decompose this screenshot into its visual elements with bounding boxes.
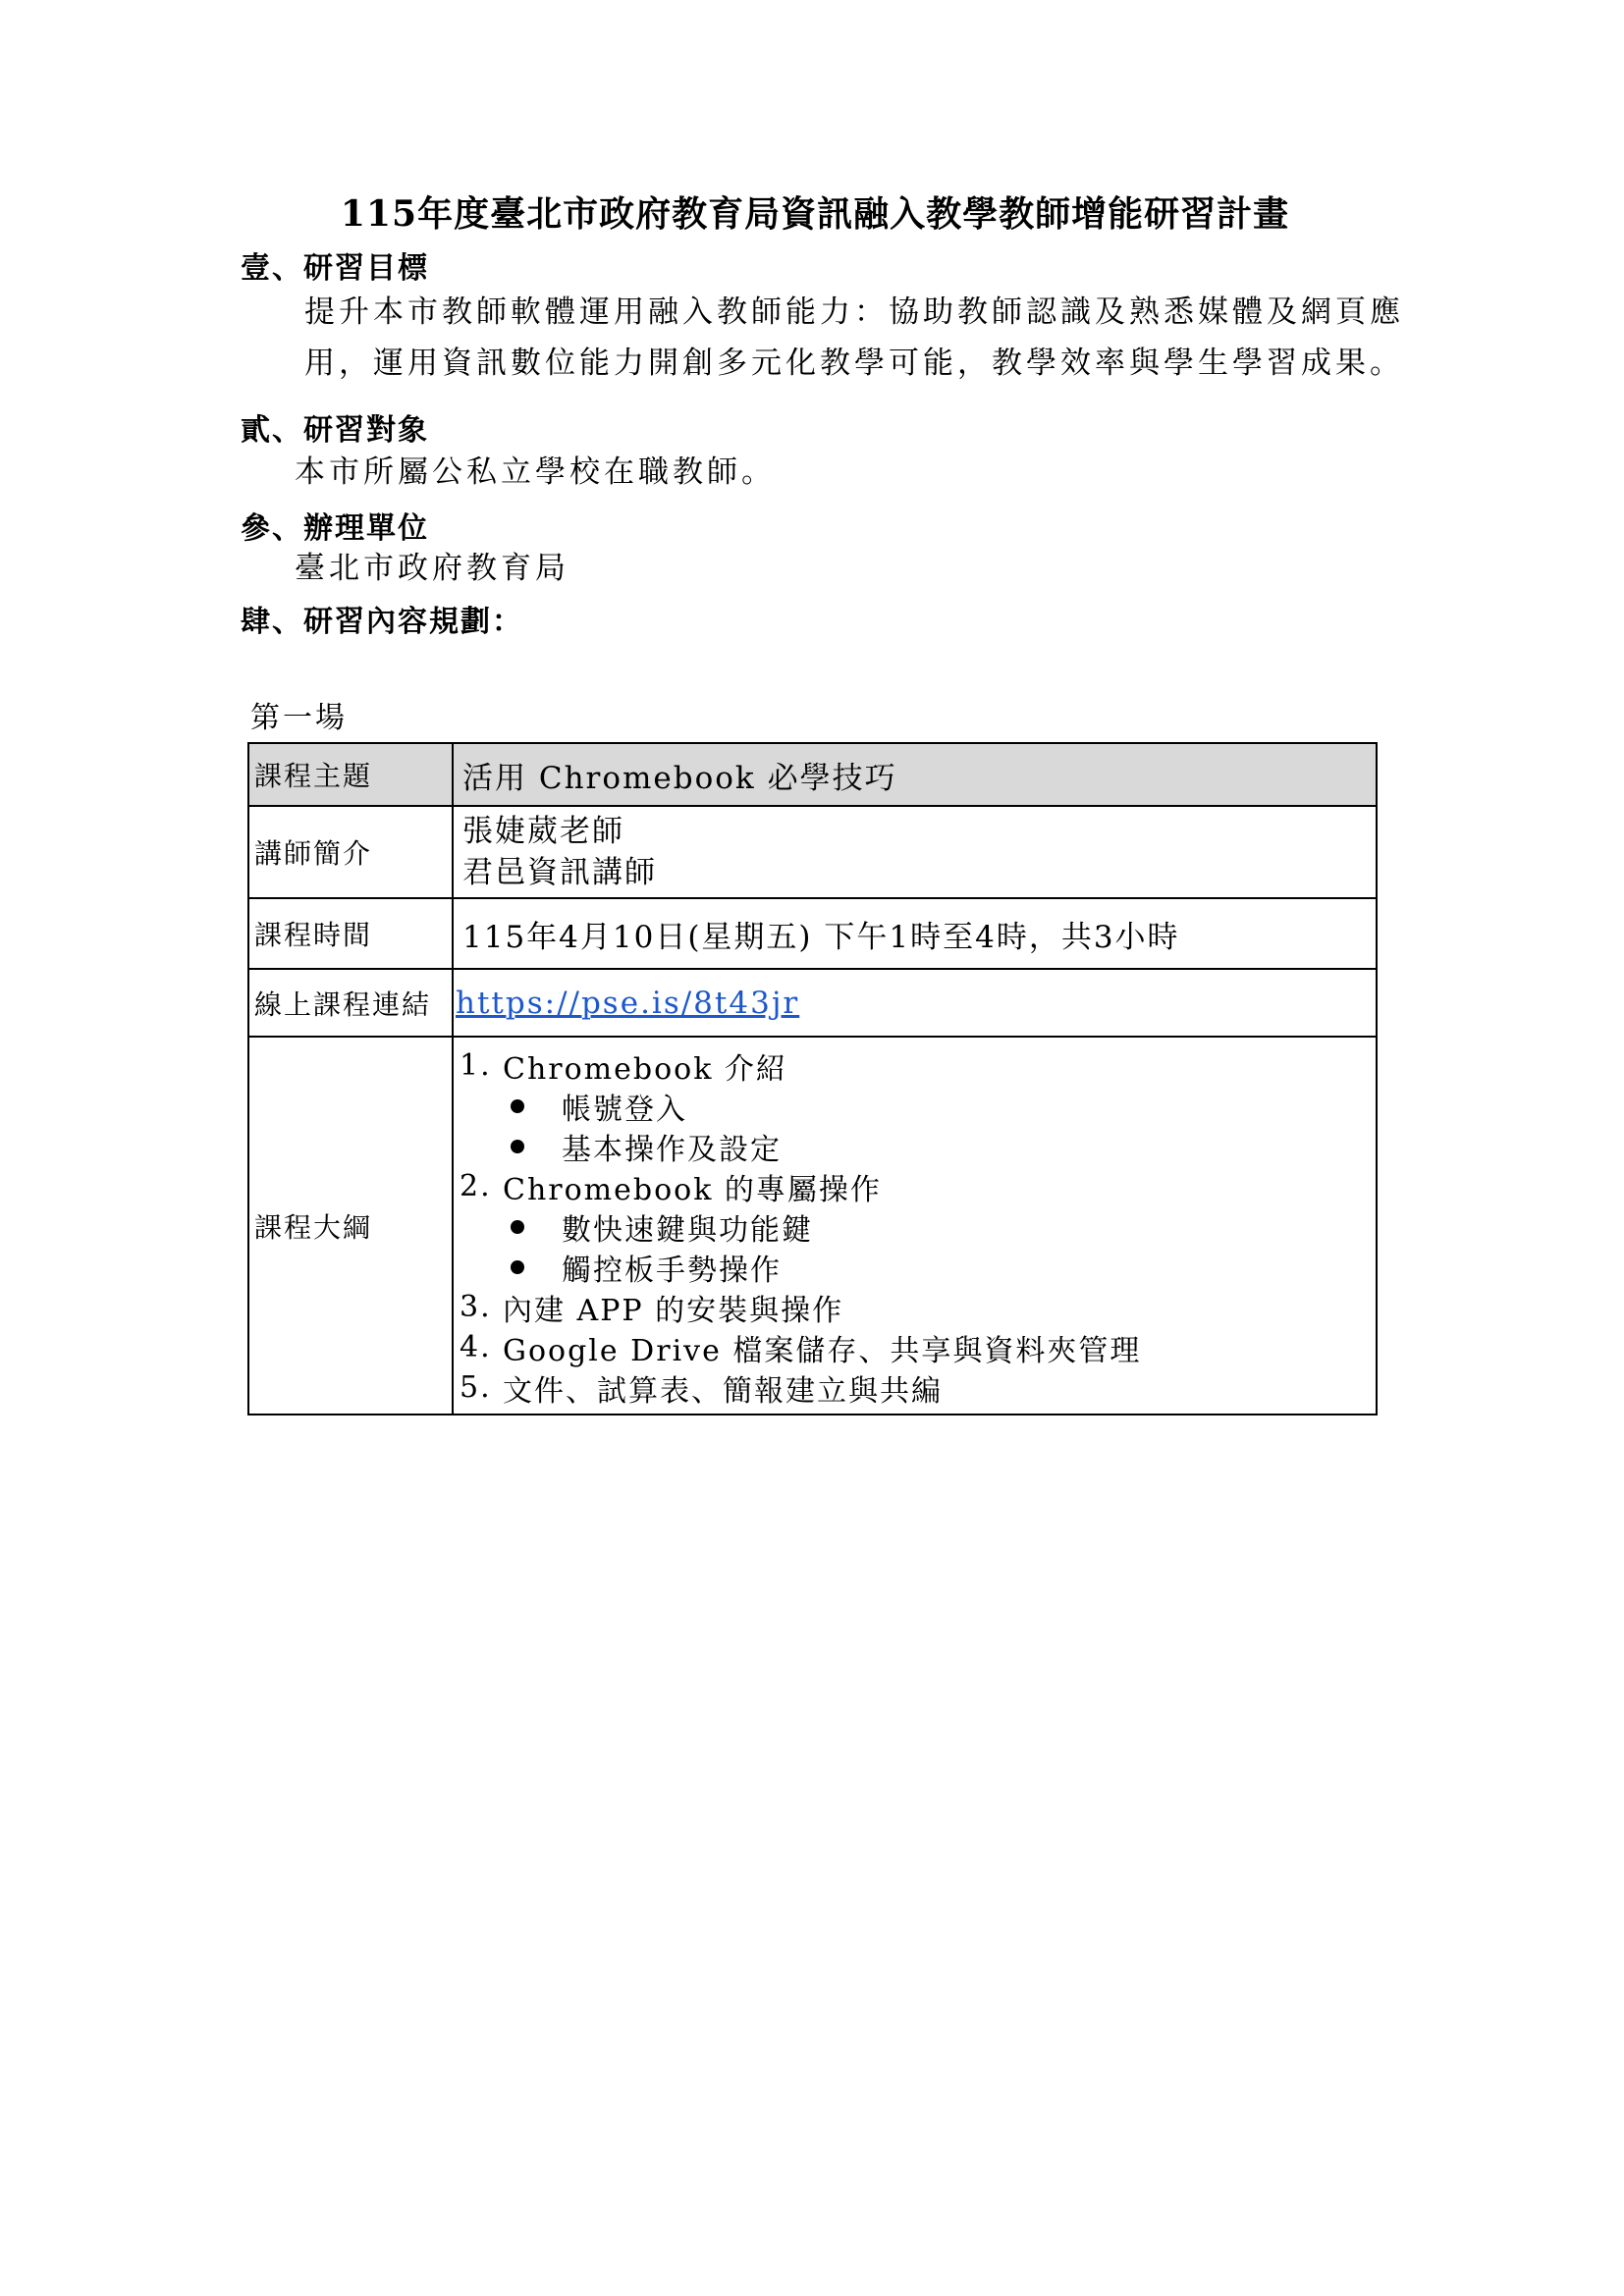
row-value-link [454,970,1376,1036]
table-row-topic [249,744,1376,807]
outline-bullet-item [460,1126,1370,1166]
outline-item-text: Chromebook 的專屬操作 [503,1172,882,1207]
outline-item-text: 內建 APP 的安裝與操作 [503,1293,844,1328]
goal-paragraph-line: 提升本市教師軟體運用融入教師能力：協助教師認識及熟悉媒體及網頁應 [304,294,1404,330]
outline-item [460,1045,1370,1086]
table-row-teacher [249,807,1376,899]
outline-item-number: 2. [460,1169,492,1203]
outline-item [460,1287,1370,1327]
outline-bullet-text: 基本操作及設定 [562,1132,782,1167]
teacher-title: 君邑資訊講師 [462,855,657,890]
table-row-link [249,970,1376,1038]
outline-item-number: 3. [460,1290,492,1324]
teacher-name: 張婕葳老師 [462,814,624,849]
outline-bullet-text: 觸控板手勢操作 [562,1253,782,1288]
session-label: 第一場 [250,701,348,735]
course-link[interactable]: https://pse.is/8t43jr [456,985,800,1021]
outline-item-number: 4. [460,1330,492,1364]
outline-item-text: Google Drive 檔案儲存、共享與資料夾管理 [503,1333,1142,1368]
outline-item [460,1367,1370,1408]
goal-paragraph [304,287,1404,389]
bullet-icon [511,1260,524,1274]
bullet-icon [511,1140,524,1153]
outline-item-text: 文件、試算表、簡報建立與共編 [503,1373,943,1409]
section-heading-target: 貳、研習對象 [241,413,429,448]
outline-item-text: Chromebook 介紹 [503,1051,787,1087]
bullet-icon [511,1220,524,1234]
outline-item-number: 5. [460,1370,492,1405]
course-table [247,742,1378,1415]
table-row-time [249,899,1376,970]
outline-bullet-item [460,1247,1370,1287]
row-label-link: 線上課程連結 [249,970,454,1036]
outline-item [460,1327,1370,1367]
outline-bullet-item [460,1086,1370,1126]
table-row-outline [249,1038,1376,1414]
section-heading-plan: 肆、研習內容規劃： [241,605,523,639]
section-heading-organizer: 參、辦理單位 [241,511,429,546]
document-title: 115年度臺北市政府教育局資訊融入教學教師增能研習計畫 [340,193,1290,235]
outline-item [460,1166,1370,1206]
goal-paragraph-line: 用，運用資訊數位能力開創多元化教學可能，教學效率與學生學習成果。 [304,346,1404,381]
row-value-teacher [454,807,1376,897]
row-value-topic: 活用 Chromebook 必學技巧 [462,760,897,796]
section-heading-goal: 壹、研習目標 [241,251,429,286]
outline-bullet-text: 帳號登入 [562,1092,687,1127]
target-paragraph: 本市所屬公私立學校在職教師。 [295,454,776,490]
outline-item-number: 1. [460,1048,492,1083]
organizer-paragraph: 臺北市政府教育局 [295,551,569,586]
bullet-icon [511,1099,524,1113]
row-value-time: 115年4月10日(星期五) 下午1時至4時，共3小時 [462,919,1180,955]
row-label-time: 課程時間 [249,899,454,968]
row-value-outline [454,1038,1376,1414]
outline-bullet-item [460,1206,1370,1247]
outline-bullet-text: 數快速鍵與功能鍵 [562,1212,813,1248]
row-label-teacher: 講師簡介 [249,807,454,897]
row-label-outline: 課程大綱 [249,1038,454,1414]
row-label-topic: 課程主題 [249,744,454,805]
